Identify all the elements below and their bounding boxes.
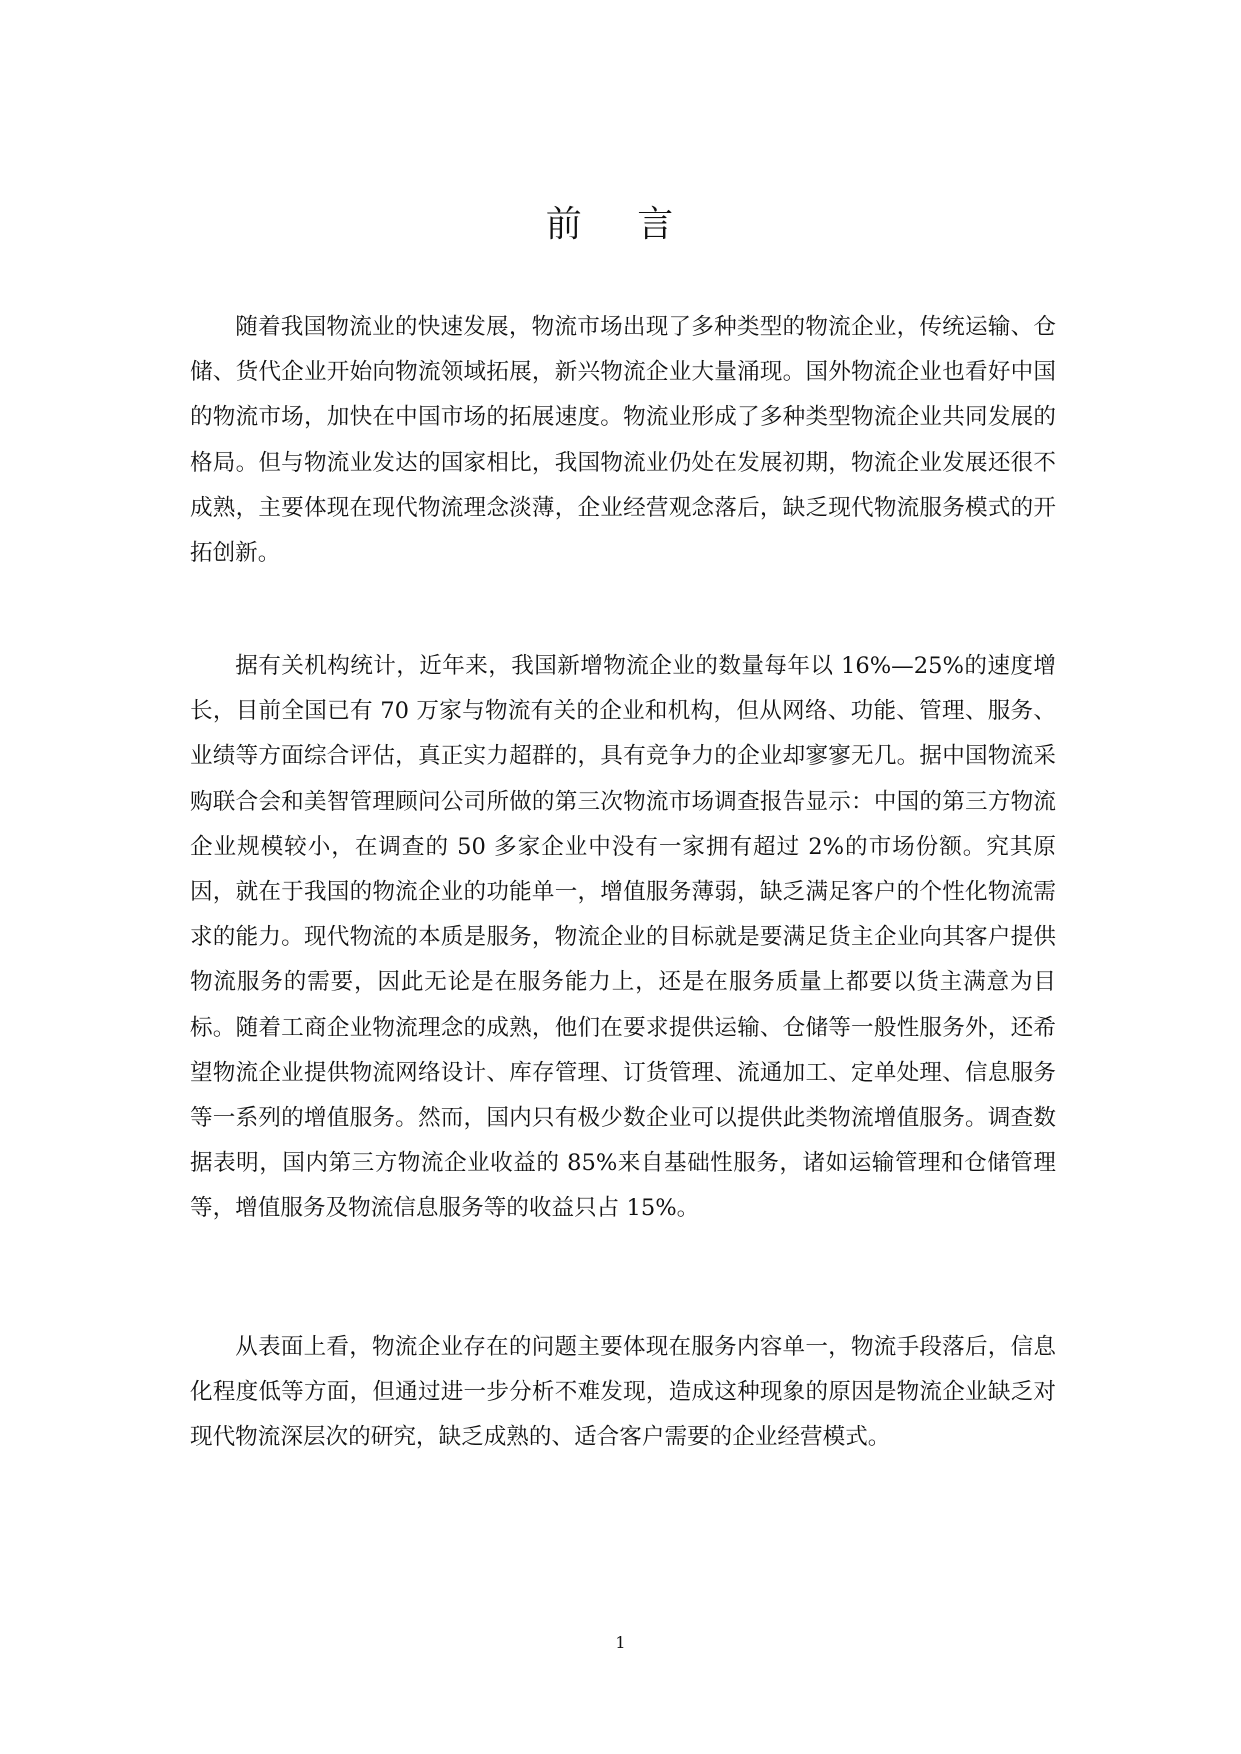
paragraph-2: 据有关机构统计，近年来，我国新增物流企业的数量每年以 16%—25%的速度增长，目前全国已有 70 万家与物流有关的企业和机构，但从网络、功能、管理、服务、业绩等方面综合评估，真正实力超群的，具有竞争力的企业却寥寥无几。据中国物流采购联合会和美智管理顾问公司所做的第三次物流市场调查报告显示：中国的第三方物流企业规模较小，在调查的 50 多家企业中没有一家拥有超过 2%的市场份额。究其原因，就在于我国的物流企业的功能单一，增值服务薄弱，缺乏满足客户的个性化物流需求的能力。现代物流的本质是服务，物流企业的目标就是要满足货主企业向其客户提供物流服务的需要，因此无论是在服务能力上，还是在服务质量上都要以货主满意为目标。随着工商企业物流理念的成熟，他们在要求提供运输、仓储等一般性服务外，还希望物流企业提供物流网络设计、库存管理、订货管理、流通加工、定单处理、信息服务等一系列的增值服务。然而，国内只有极少数企业可以提供此类物流增值服务。调查数据表明，国内第三方物流企业收益的 85%来自基础性服务，诸如运输管理和仓储管理等，增值服务及物流信息服务等的收益只占 15%。 bbox=[190, 653, 1056, 1222]
page-title: 前 言 bbox=[545, 204, 696, 245]
paragraph-3-block bbox=[190, 1325, 1056, 1461]
paragraph-2-block bbox=[190, 644, 1056, 1232]
paragraph-3: 从表面上看，物流企业存在的问题主要体现在服务内容单一，物流手段落后，信息化程度低等方面，但通过进一步分析不难发现，造成这种现象的原因是物流企业缺乏对现代物流深层次的研究，缺乏成熟的、适合客户需要的企业经营模式。 bbox=[190, 1334, 1056, 1451]
paragraph-1: 随着我国物流业的快速发展，物流市场出现了多种类型的物流企业，传统运输、仓储、货代企业开始向物流领域拓展，新兴物流企业大量涌现。国外物流企业也看好中国的物流市场，加快在中国市场的拓展速度。物流业形成了多种类型物流企业共同发展的格局。但与物流业发达的国家相比，我国物流业仍处在发展初期，物流企业发展还很不成熟，主要体现在现代物流理念淡薄，企业经营观念落后，缺乏现代物流服务模式的开拓创新。 bbox=[190, 314, 1056, 567]
paragraph-1-block bbox=[190, 305, 1056, 576]
page-number: 1 bbox=[615, 1633, 626, 1652]
